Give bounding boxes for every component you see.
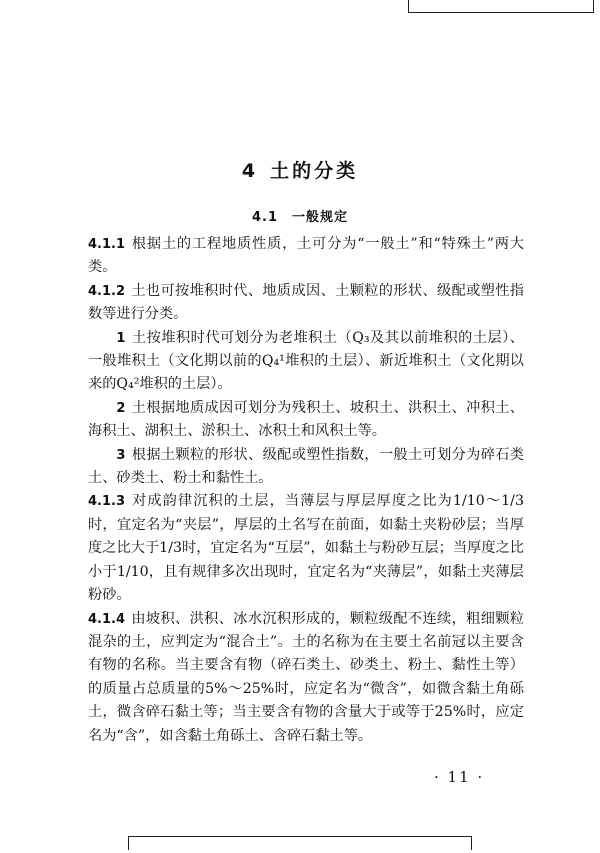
- page-footer-frame: [128, 836, 472, 850]
- item-text: 根据土颗粒的形状、级配或塑性指数，一般土可划分为碎石类土、砂类土、粉土和黏性土。: [88, 446, 524, 487]
- section-number: 4.1: [251, 210, 278, 225]
- chapter-title: [0, 156, 600, 183]
- clause-text: 根据土的工程地质性质，土可分为“一般土”和“特殊土”两大类。: [88, 236, 524, 276]
- list-item: [88, 327, 524, 397]
- list-item: [88, 444, 524, 491]
- clause-number: 4.1.2: [88, 283, 126, 299]
- list-item: [88, 397, 524, 444]
- section-title-text: 一般规定: [292, 210, 349, 225]
- clause: [88, 490, 524, 607]
- clause-text: 由坡积、洪积、冰水沉积形成的，颗粒级配不连续，粗细颗粒混杂的土，应判定为“混合土”。土的名称为在主要土名前冠以主要含有物的名称。当主要含有物（碎石类土、砂类土、粉土、黏性土等）的质量占总质量的5%～25%时，应定名为“微含”，如微含黏土角砾土，微含碎石黏土等；当主要含有物的含量大于或等于25%时，应定名为“含”，如含黏土角砾土、含碎石黏土等。: [88, 610, 524, 744]
- page-number: · 11 ·: [434, 768, 485, 786]
- item-number: 1: [116, 330, 126, 346]
- body-text: [88, 233, 524, 748]
- clause-text: 土也可按堆积时代、地质成因、土颗粒的形状、级配或塑性指数等进行分类。: [88, 282, 524, 323]
- clause: [88, 280, 524, 327]
- clause-text: 对成韵律沉积的土层，当薄层与厚层厚度之比为1/10～1/3时，宜定名为“夹层”，厚层的土名写在前面，如黏土夹粉砂层；当厚度之比大于1/3时，宜定名为“互层”，如黏土与粉砂互层；当厚度之比小于1/10，且有规律多次出现时，宜定名为“夹薄层”，如黏土夹薄层粉砂。: [88, 493, 524, 604]
- clause: [88, 608, 524, 748]
- chapter-title-text: 土的分类: [270, 160, 359, 182]
- item-number: 3: [116, 447, 126, 463]
- chapter-number: 4: [241, 160, 259, 182]
- clause: [88, 233, 524, 280]
- clause-number: 4.1.4: [88, 611, 126, 627]
- item-text: 土按堆积时代可划分为老堆积土（Q₃及其以前堆积的土层）、一般堆积土（文化期以前的Q₄¹堆积的土层）、新近堆积土（文化期以来的Q₄²堆积的土层）。: [88, 329, 524, 393]
- section-title: [0, 206, 600, 225]
- page-header-frame: [408, 0, 594, 13]
- clause-number: 4.1.1: [88, 237, 126, 252]
- item-text: 土根据地质成因可划分为残积土、坡积土、洪积土、冲积土、海积土、湖积土、淤积土、冰积土和风积土等。: [88, 399, 524, 440]
- clause-number: 4.1.3: [88, 494, 126, 510]
- item-number: 2: [116, 400, 126, 416]
